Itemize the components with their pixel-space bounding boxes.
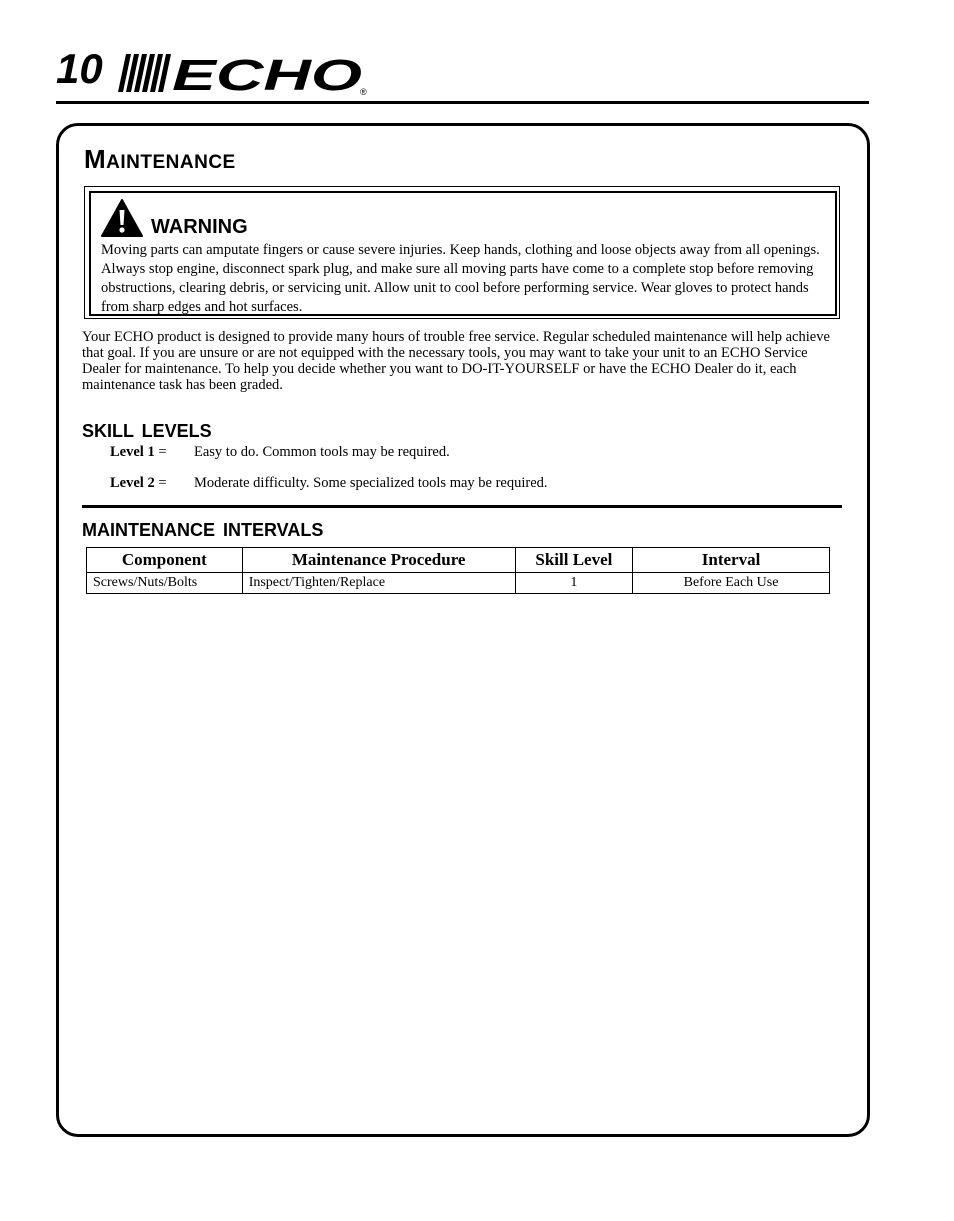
svg-text:®: ® <box>360 87 367 96</box>
section-divider <box>82 505 842 508</box>
svg-text:ECHO: ECHO <box>172 51 362 96</box>
maintenance-intervals-table <box>86 547 830 594</box>
warning-triangle-icon <box>101 199 143 237</box>
column-header-component: Component <box>87 548 243 573</box>
column-header-interval: Interval <box>633 548 830 573</box>
cell-skill-level: 1 <box>515 573 632 594</box>
skill-level-2 <box>110 474 548 492</box>
page-header <box>56 44 869 104</box>
warning-box <box>84 186 840 319</box>
level-description: Easy to do. Common tools may be required. <box>194 444 450 460</box>
warning-text: Moving parts can amputate fingers or cause severe injuries. Keep hands, clothing and loose objects away from all openings. Always stop engine, disconnect spark plug, and make sure all moving parts have come to a complete stop before removing obstructions, clearing debris, or servicing unit. Allow unit to cool before performing service. Wear gloves to protect hands from sharp edges and hot surfaces. <box>101 242 820 315</box>
section-title <box>84 144 236 178</box>
echo-logo <box>116 50 376 96</box>
header-rule <box>56 101 869 104</box>
level-separator: = <box>154 475 167 491</box>
cell-procedure: Inspect/Tighten/Replace <box>242 573 515 594</box>
column-header-skill-level: Skill Level <box>515 548 632 573</box>
level-name: Level 1 <box>110 444 155 460</box>
skill-levels-heading: SKILL LEVELS <box>82 421 212 441</box>
column-header-procedure: Maintenance Procedure <box>242 548 515 573</box>
cell-component: Screws/Nuts/Bolts <box>87 573 243 594</box>
warning-box-inner <box>89 191 837 316</box>
page-number: 10 <box>56 45 103 92</box>
intro-paragraph: Your ECHO product is designed to provide many hours of trouble free service. Regular scheduled maintenance will help achieve that goal. If you are unsure or are not equipped with the necessary tools, you may want to take your unit to an ECHO Service Dealer for maintenance. To help you decide whether you want to DO-IT-YOURSELF or have the ECHO Dealer do it, each maintenance task has been graded. <box>82 329 830 393</box>
title-rest: AINTENANCE <box>106 152 236 173</box>
level-description: Moderate difficulty. Some specialized tools may be required. <box>194 475 548 491</box>
title-initial: M <box>84 144 107 174</box>
cell-interval: Before Each Use <box>633 573 830 594</box>
warning-heading: WARNING <box>151 216 248 238</box>
table-header-row <box>87 548 830 573</box>
skill-level-1 <box>110 443 450 461</box>
level-separator: = <box>154 444 167 460</box>
level-name: Level 2 <box>110 475 155 491</box>
table-row <box>87 573 830 594</box>
maintenance-intervals-heading: MAINTENANCE INTERVALS <box>82 520 324 540</box>
